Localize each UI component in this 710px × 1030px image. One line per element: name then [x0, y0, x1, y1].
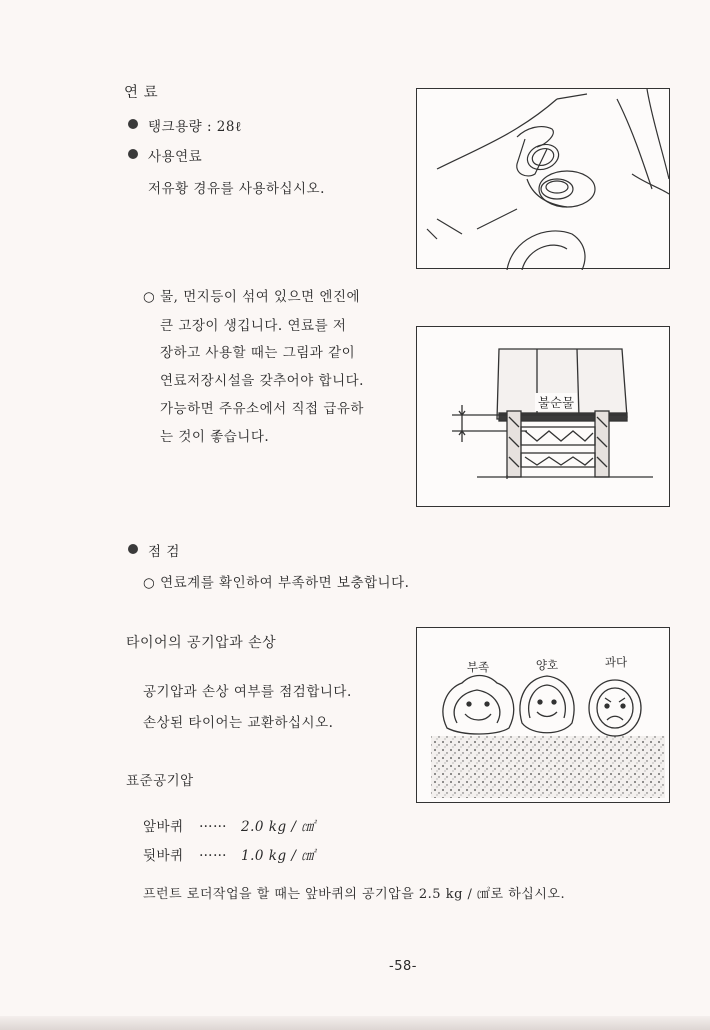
tire-label-normal: 양호 [535, 658, 559, 672]
front-wheel-label: 앞바퀴 [143, 819, 184, 835]
loader-note: 프런트 로더작업을 할 때는 앞바퀴의 공기압을 2.5 kg / ㎠로 하십시오. [143, 887, 566, 902]
front-dots: …… [199, 815, 227, 831]
std-pressure-heading: 표준공기압 [126, 773, 194, 789]
tire-label-low: 부족 [466, 660, 490, 674]
bullet-icon [128, 149, 138, 159]
note-line: 장하고 사용할 때는 그림과 같이 [160, 345, 356, 361]
tire-label-high: 과다 [604, 655, 628, 669]
check-heading: 점 검 [148, 544, 180, 560]
note-line: 연료저장시설을 갖추어야 합니다. [160, 373, 364, 389]
fuel-cap-figure [416, 88, 670, 269]
tire-pressure-figure [416, 627, 670, 803]
check-line: ○ 연료계를 확인하여 부족하면 보충합니다. [143, 575, 410, 591]
drum-impurity-label: 불순물 [537, 395, 575, 410]
fuel-heading: 연 료 [124, 85, 159, 101]
drum-storage-figure [416, 326, 670, 507]
bullet-icon [128, 544, 138, 554]
rear-dots: …… [199, 844, 227, 860]
note-line: ○ 물, 먼지등이 섞여 있으면 엔진에 [143, 289, 361, 305]
note-line: 큰 고장이 생깁니다. 연료를 저 [160, 318, 347, 334]
drum-storage-illustration [417, 327, 671, 508]
bullet-icon [128, 119, 138, 129]
rear-wheel-label: 뒷바퀴 [143, 848, 184, 864]
tire-line: 손상된 타이어는 교환하십시오. [143, 715, 334, 731]
note-line: 가능하면 주유소에서 직접 급유하 [160, 401, 364, 417]
tire-heading: 타이어의 공기압과 손상 [126, 635, 277, 651]
tire-pressure-illustration [417, 628, 671, 804]
rear-wheel-value: 1.0 kg / ㎠ [241, 848, 316, 864]
page-number: -58- [389, 959, 417, 974]
fuel-cap-illustration [417, 89, 671, 270]
fuel-used-label: 사용연료 [148, 149, 203, 165]
scan-edge [0, 1016, 710, 1030]
front-wheel-value: 2.0 kg / ㎠ [241, 819, 316, 835]
fuel-description: 저유황 경유를 사용하십시오. [148, 181, 325, 197]
note-line: 는 것이 좋습니다. [160, 429, 270, 445]
tank-capacity: 탱크용량 : 28ℓ [148, 119, 242, 135]
tire-line: 공기압과 손상 여부를 점검합니다. [143, 684, 352, 700]
